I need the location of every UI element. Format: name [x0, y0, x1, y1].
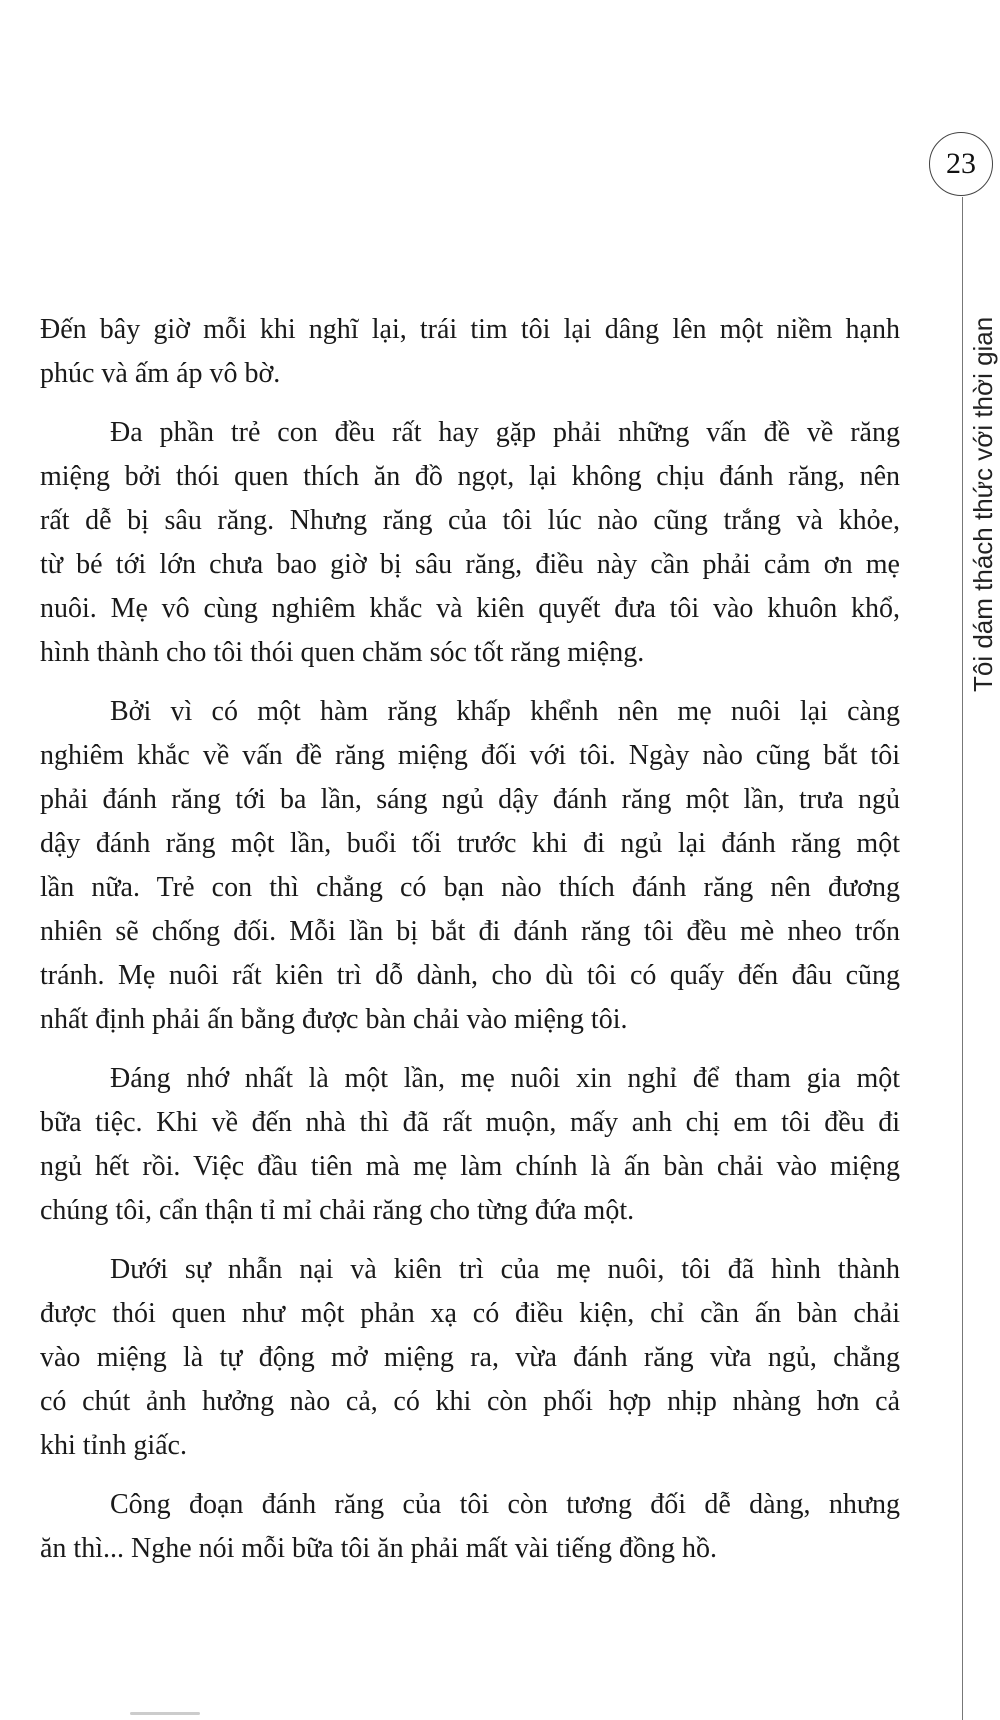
- text-line: chúng tôi, cẩn thận tỉ mỉ chải răng cho từng đứa một.: [40, 1195, 635, 1226]
- text-line: Đa phần trẻ con đều rất hay gặp phải những vấn đề về răng: [110, 417, 900, 448]
- text-line: Bởi vì có một hàm răng khấp khểnh nên mẹ nuôi lại càng: [110, 696, 900, 727]
- paragraph: [40, 1057, 900, 1233]
- text-line: rất dễ bị sâu răng. Nhưng răng của tôi lúc nào cũng trắng và khỏe,: [40, 505, 900, 536]
- text-line: dậy đánh răng một lần, buổi tối trước khi đi ngủ lại đánh răng một: [40, 828, 900, 859]
- text-line: tránh. Mẹ nuôi rất kiên trì dỗ dành, cho dù tôi có quấy đến đâu cũng: [40, 960, 900, 991]
- text-line: lần nữa. Trẻ con thì chẳng có bạn nào thích đánh răng nên đương: [40, 872, 900, 903]
- text-line: Đến bây giờ mỗi khi nghĩ lại, trái tim tôi lại dâng lên một niềm hạnh: [40, 314, 900, 345]
- text-line: nhất định phải ấn bằng được bàn chải vào miệng tôi.: [40, 1004, 628, 1035]
- page-number: [929, 132, 993, 196]
- text-line: từ bé tới lớn chưa bao giờ bị sâu răng, điều này cần phải cảm ơn mẹ: [40, 549, 900, 580]
- text-line: khi tỉnh giấc.: [40, 1430, 187, 1461]
- text-line: vào miệng là tự động mở miệng ra, vừa đánh răng vừa ngủ, chẳng: [40, 1342, 900, 1373]
- running-title: Tôi dám thách thức với thời gian: [968, 316, 998, 692]
- paragraph: [40, 690, 900, 1042]
- text-line: Dưới sự nhẫn nại và kiên trì của mẹ nuôi, tôi đã hình thành: [110, 1254, 900, 1285]
- text-line: nghiêm khắc về vấn đề răng miệng đối với tôi. Ngày nào cũng bắt tôi: [40, 740, 900, 771]
- paragraph: [40, 1483, 900, 1571]
- page-number-text: 23: [946, 147, 976, 180]
- text-line: bữa tiệc. Khi về đến nhà thì đã rất muộn, mấy anh chị em tôi đều đi: [40, 1107, 900, 1138]
- text-line: ăn thì... Nghe nói mỗi bữa tôi ăn phải mất vài tiếng đồng hồ.: [40, 1533, 717, 1564]
- scan-smudge: [130, 1712, 200, 1715]
- paragraph: [40, 1248, 900, 1468]
- text-line: nuôi. Mẹ vô cùng nghiêm khắc và kiên quyết đưa tôi vào khuôn khổ,: [40, 593, 900, 624]
- margin-rule: [962, 197, 963, 1720]
- body-text: [40, 308, 900, 1586]
- text-line: hình thành cho tôi thói quen chăm sóc tốt răng miệng.: [40, 637, 645, 668]
- text-line: phải đánh răng tới ba lần, sáng ngủ dậy đánh răng một lần, trưa ngủ: [40, 784, 900, 815]
- text-line: nhiên sẽ chống đối. Mỗi lần bị bắt đi đánh răng tôi đều mè nheo trốn: [40, 916, 900, 947]
- text-line: Đáng nhớ nhất là một lần, mẹ nuôi xin nghỉ để tham gia một: [110, 1063, 900, 1094]
- text-line: được thói quen như một phản xạ có điều kiện, chỉ cần ấn bàn chải: [40, 1298, 900, 1329]
- paragraph: [40, 411, 900, 675]
- text-line: Công đoạn đánh răng của tôi còn tương đối dễ dàng, nhưng: [110, 1489, 900, 1520]
- text-line: miệng bởi thói quen thích ăn đồ ngọt, lại không chịu đánh răng, nên: [40, 461, 900, 492]
- paragraph: [40, 308, 900, 396]
- text-line: phúc và ấm áp vô bờ.: [40, 358, 281, 389]
- text-line: có chút ảnh hưởng nào cả, có khi còn phối hợp nhịp nhàng hơn cả: [40, 1386, 900, 1417]
- text-line: ngủ hết rồi. Việc đầu tiên mà mẹ làm chính là ấn bàn chải vào miệng: [40, 1151, 900, 1182]
